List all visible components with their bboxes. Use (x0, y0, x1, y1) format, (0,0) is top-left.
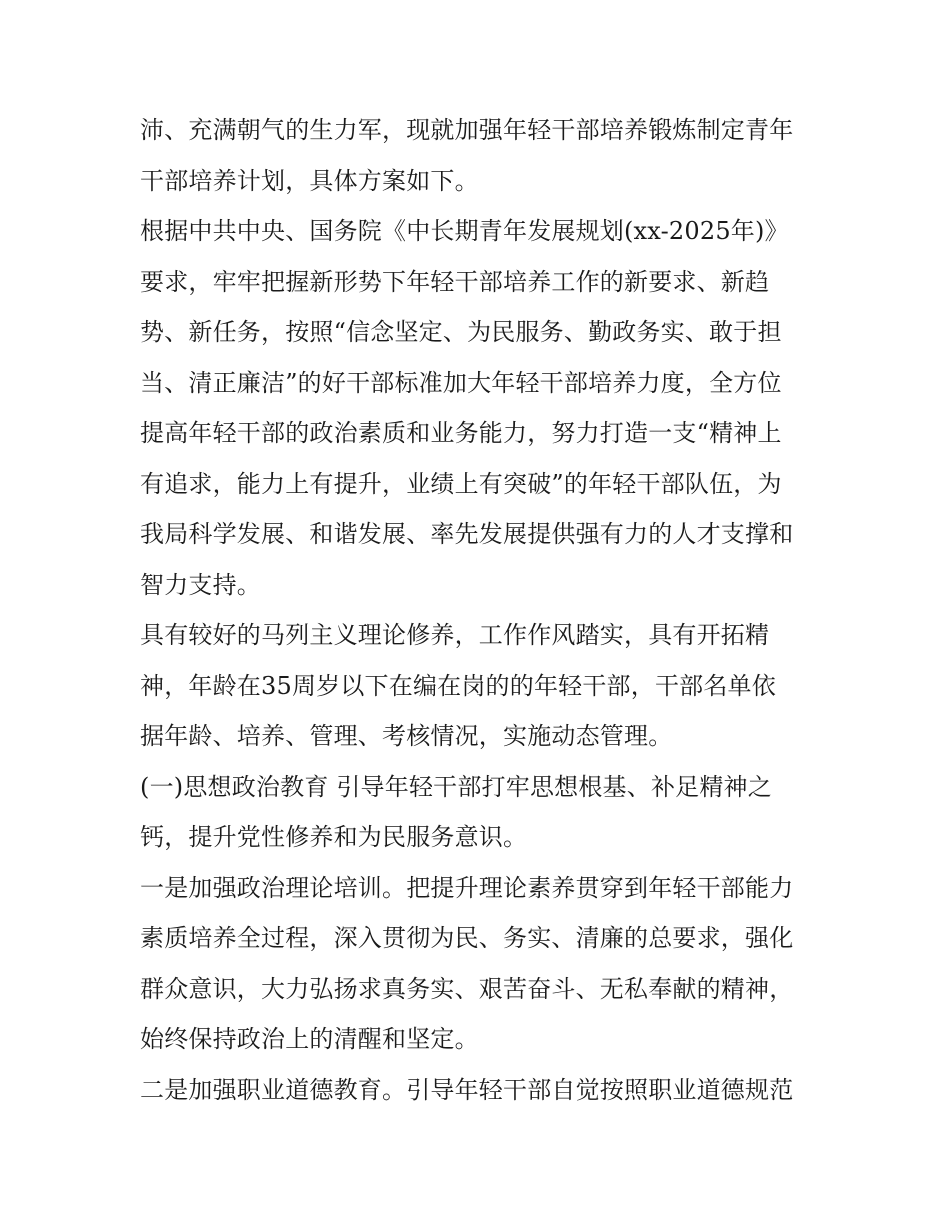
text-line: 我局科学发展、和谐发展、率先发展提供强有力的人才支撑和 (140, 520, 794, 548)
text-line: 沛、充满朝气的生力军，现就加强年轻干部培养锻炼制定青年 (140, 116, 794, 144)
text-line: 势、新任务，按照“信念坚定、为民服务、勤政务实、敢于担 (140, 318, 782, 346)
text-line: 干部培养计划，具体方案如下。 (140, 166, 479, 195)
text-line: 当、清正廉洁”的好干部标准加大年轻干部培养力度，全方位 (140, 368, 782, 397)
text-line: 一是加强政治理论培训。把提升理论素养贯穿到年轻干部能力 (140, 873, 794, 902)
text-line: 二是加强职业道德教育。引导年轻干部自觉按照职业道德规范 (140, 1075, 794, 1104)
text-line: 智力支持。 (140, 570, 261, 599)
text-line: 提高年轻干部的政治素质和业务能力，努力打造一支“精神上 (140, 419, 782, 447)
text-line: 始终保持政治上的清醒和坚定。 (140, 1025, 479, 1053)
text-line: 神，年龄在35周岁以下在编在岗的的年轻干部，干部名单依 (140, 671, 776, 700)
text-line: 群众意识，大力弘扬求真务实、艰苦奋斗、无私奉献的精神， (140, 974, 794, 1003)
text-line: 钙，提升党性修养和为民服务意识。 (140, 823, 528, 851)
text-line: 有追求，能力上有提升，业绩上有突破”的年轻干部队伍，为 (140, 469, 782, 498)
text-line: 要求，牢牢把握新形势下年轻干部培养工作的新要求、新趋 (140, 267, 770, 296)
text-line: 具有较好的马列主义理论修养，工作作风踏实，具有开拓精 (140, 621, 770, 649)
text-line: (一)思想政治教育 引导年轻干部打牢思想根基、补足精神之 (140, 772, 772, 801)
text-line: 素质培养全过程，深入贯彻为民、务实、清廉的总要求，强化 (140, 924, 794, 952)
text-line: 据年龄、培养、管理、考核情况，实施动态管理。 (140, 722, 673, 750)
document-body (140, 105, 820, 1115)
text-line: 根据中共中央、国务院《中长期青年发展规划(xx-2025年)》 (140, 217, 789, 245)
